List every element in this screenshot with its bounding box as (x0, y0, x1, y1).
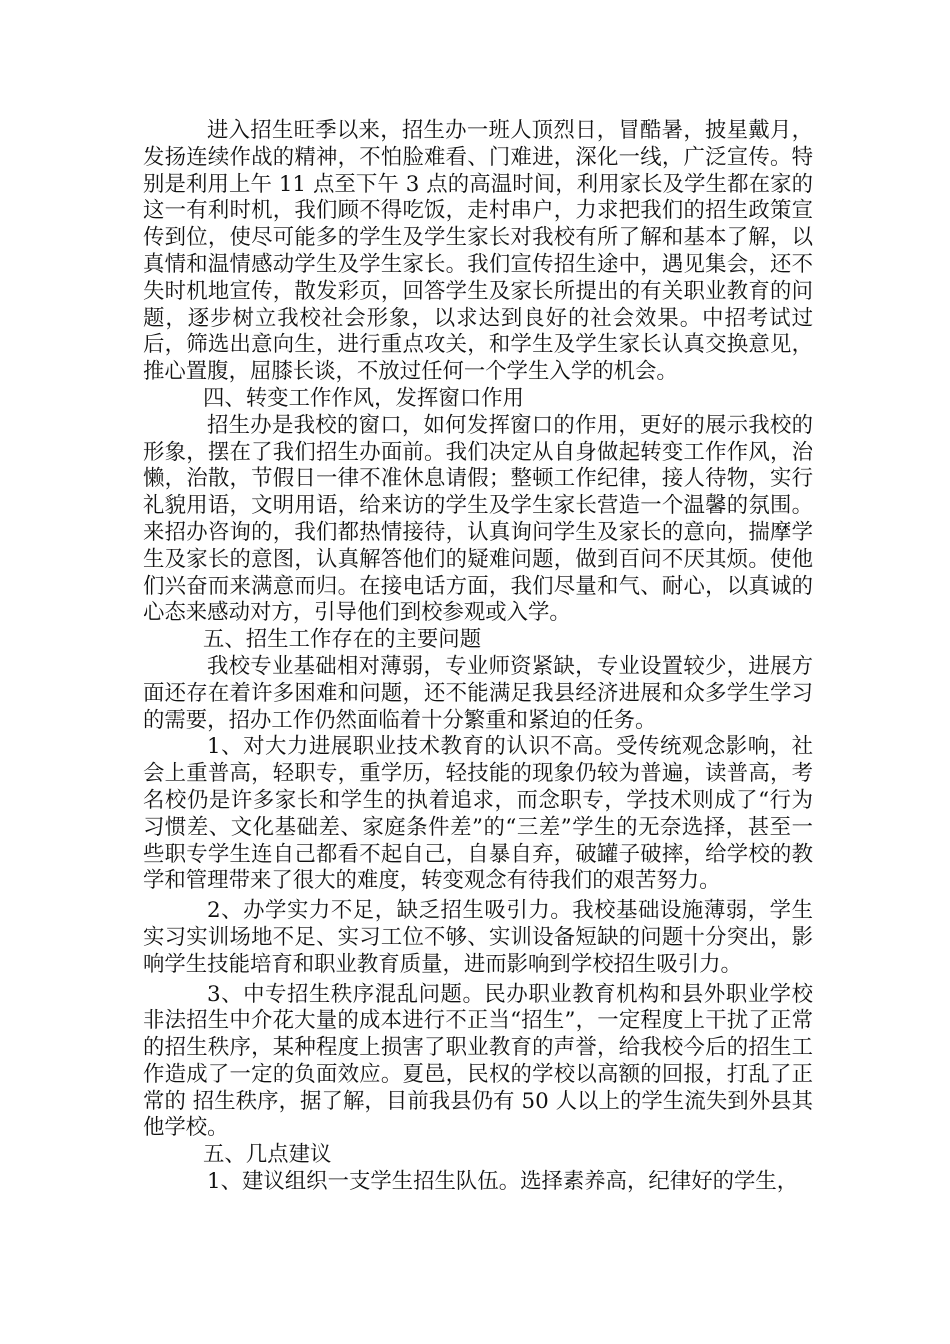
section-heading-work-style: 四、转变工作作风，发挥窗口作用 (203, 385, 524, 411)
section-heading-main-problems: 五、招生工作存在的主要问题 (203, 627, 482, 653)
paragraph-window-role: 招生办是我校的窗口，如何发挥窗口的作用，更好的展示我校的形象，摆在了我们招生办面前。我们决定从自身做起转变工作作风，治懒，治散，节假日一律不准休息请假；整顿工作纪律，接人待物，实行礼貌用语，文明用语，给来访的学生及学生家长营造一个温馨的氛围。来招办咨询的，我们都热情接待，认真询问学生及家长的意向，揣摩学生及家长的意图，认真解答他们的疑难问题，做到百问不厌其烦。使他们兴奋而来满意而归。在接电话方面，我们尽量和气、耐心，以真诚的心态来感动对方，引导他们到校参观或入学。 (143, 412, 813, 626)
paragraph-enrollment-season: 进入招生旺季以来，招生办一班人顶烈日，冒酷暑，披星戴月，发扬连续作战的精神，不怕脸难看、门难进，深化一线，广泛宣传。特别是利用上午 11 点至下午 3 点的高温时间，利用家长及学生都在家的这一有利时机，我们顾不得吃饭，走村串户，力求把我们的招生政策宣传到位，使尽可能多的学生及学生家长对我校有所了解和基本了解，以真情和温情感动学生及学生家长。我们宣传招生途中，遇见集会，还不失时机地宣传，散发彩页，回答学生及家长所提出的有关职业教育的问题，逐步树立我校社会形象，以求达到良好的社会效果。中招考试过后，筛选出意向生，进行重点攻关，和学生及学生家长认真交换意见，推心置腹，屈膝长谈，不放过任何一个学生入学的机会。 (143, 118, 813, 385)
paragraph-suggestion-1: 1、建议组织一支学生招生队伍。选择素养高，纪律好的学生， (207, 1169, 799, 1195)
section-heading-suggestions: 五、几点建议 (203, 1142, 332, 1168)
document-page (143, 118, 813, 1196)
paragraph-problem-2: 2、办学实力不足，缺乏招生吸引力。我校基础设施薄弱，学生实习实训场地不足、实习工位不够、实训设备短缺的问题十分突出，影响学生技能培育和职业教育质量，进而影响到学校招生吸引力。 (143, 898, 813, 977)
paragraph-problem-1: 1、对大力进展职业技术教育的认识不高。受传统观念影响，社会上重普高，轻职专，重学历，轻技能的现象仍较为普遍，读普高，考名校仍是许多家长和学生的执着追求，而念职专，学技术则成了“行为习惯差、文化基础差、家庭条件差”的“三差”学生的无奈选择，甚至一些职专学生连自己都看不起自己，自暴自弃，破罐子破摔，给学校的教学和管理带来了很大的难度，转变观念有待我们的艰苦努力。 (143, 734, 813, 894)
paragraph-problem-3: 3、中专招生秩序混乱问题。民办职业教育机构和县外职业学校非法招生中介花大量的成本进行不正当“招生”，一定程度上干扰了正常的招生秩序，某种程度上损害了职业教育的声誉，给我校今后的招生工作造成了一定的负面效应。夏邑，民权的学校以高额的回报，打乱了正常的 招生秩序，据了解，目前我县仍有 50 人以上的学生流失到外县其他学校。 (143, 981, 813, 1141)
paragraph-weak-foundation: 我校专业基础相对薄弱，专业师资紧缺，专业设置较少，进展方面还存在着许多困难和问题，还不能满足我县经济进展和众多学生学习的需要，招办工作仍然面临着十分繁重和紧迫的任务。 (143, 653, 813, 733)
